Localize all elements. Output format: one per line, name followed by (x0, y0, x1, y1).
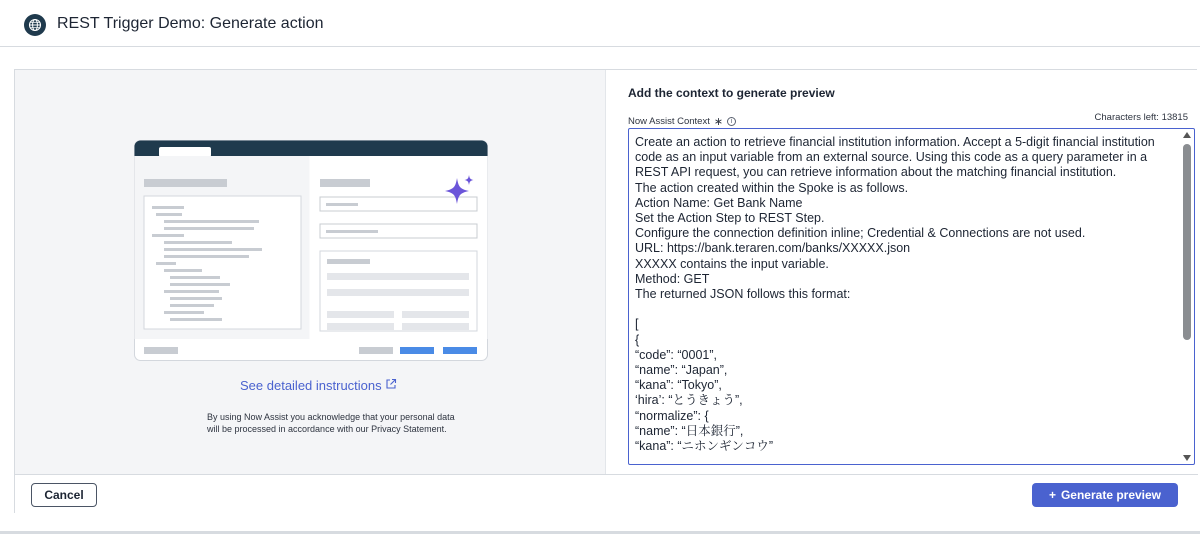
context-field-label (628, 115, 736, 128)
context-pane (606, 70, 1198, 474)
cancel-button[interactable]: Cancel (31, 483, 97, 507)
required-marker: ∗ (713, 116, 724, 128)
plus-icon: + (1048, 488, 1056, 502)
generate-preview-label: Generate preview (1060, 488, 1162, 502)
generate-preview-button[interactable] (1032, 483, 1178, 507)
preview-illustration (134, 140, 489, 362)
page-title: REST Trigger Demo: Generate action (57, 15, 324, 32)
scroll-down-arrow-icon[interactable] (1183, 455, 1191, 461)
instructions-link-label: See detailed instructions (240, 378, 382, 393)
globe-icon (24, 14, 46, 36)
now-assist-context-input[interactable] (628, 128, 1195, 465)
context-input-value[interactable]: Create an action to retrieve financial institution information. Accept a 5-digit financial institution code as an input variable from an external source. Using this code as a query parameter in a REST API request, you can retrieve information about the matching financial institution. The action created within the Spoke is as follows. Action Name: Get Bank Name Set the Action Step to REST Step. Configure the connection definition inline; Credential & Connections are not used. URL: https://bank.teraren.com/banks/XXXXX.json XXXXX contains the input variable. Method: GET The returned JSON follows this format: [ { “code”: “0001”, “name”: “Japan”, “kana”: “Tokyo”, ‘hira’: “とうきょう”, “normalize”: { “name”: “日本銀行”, “kana”: “ニホンギンコウ” (635, 135, 1155, 454)
context-heading: Add the context to generate preview (628, 86, 835, 100)
characters-left-counter: Characters left: 13815 (1094, 112, 1188, 123)
privacy-notice: By using Now Assist you acknowledge that your personal data will be processed in accordance with our Privacy Statement. (207, 412, 455, 434)
detailed-instructions-link[interactable] (240, 378, 397, 393)
info-icon[interactable]: i (727, 117, 736, 126)
illustration-pane (15, 70, 606, 474)
dialog-footer (15, 474, 1198, 514)
context-scrollbar[interactable] (1181, 130, 1193, 463)
generate-action-dialog (14, 69, 1197, 513)
scroll-thumb[interactable] (1183, 144, 1191, 340)
external-link-icon (385, 378, 397, 393)
scroll-up-arrow-icon[interactable] (1183, 132, 1191, 138)
header (0, 0, 1200, 47)
context-field-label-text: Now Assist Context (628, 116, 710, 127)
